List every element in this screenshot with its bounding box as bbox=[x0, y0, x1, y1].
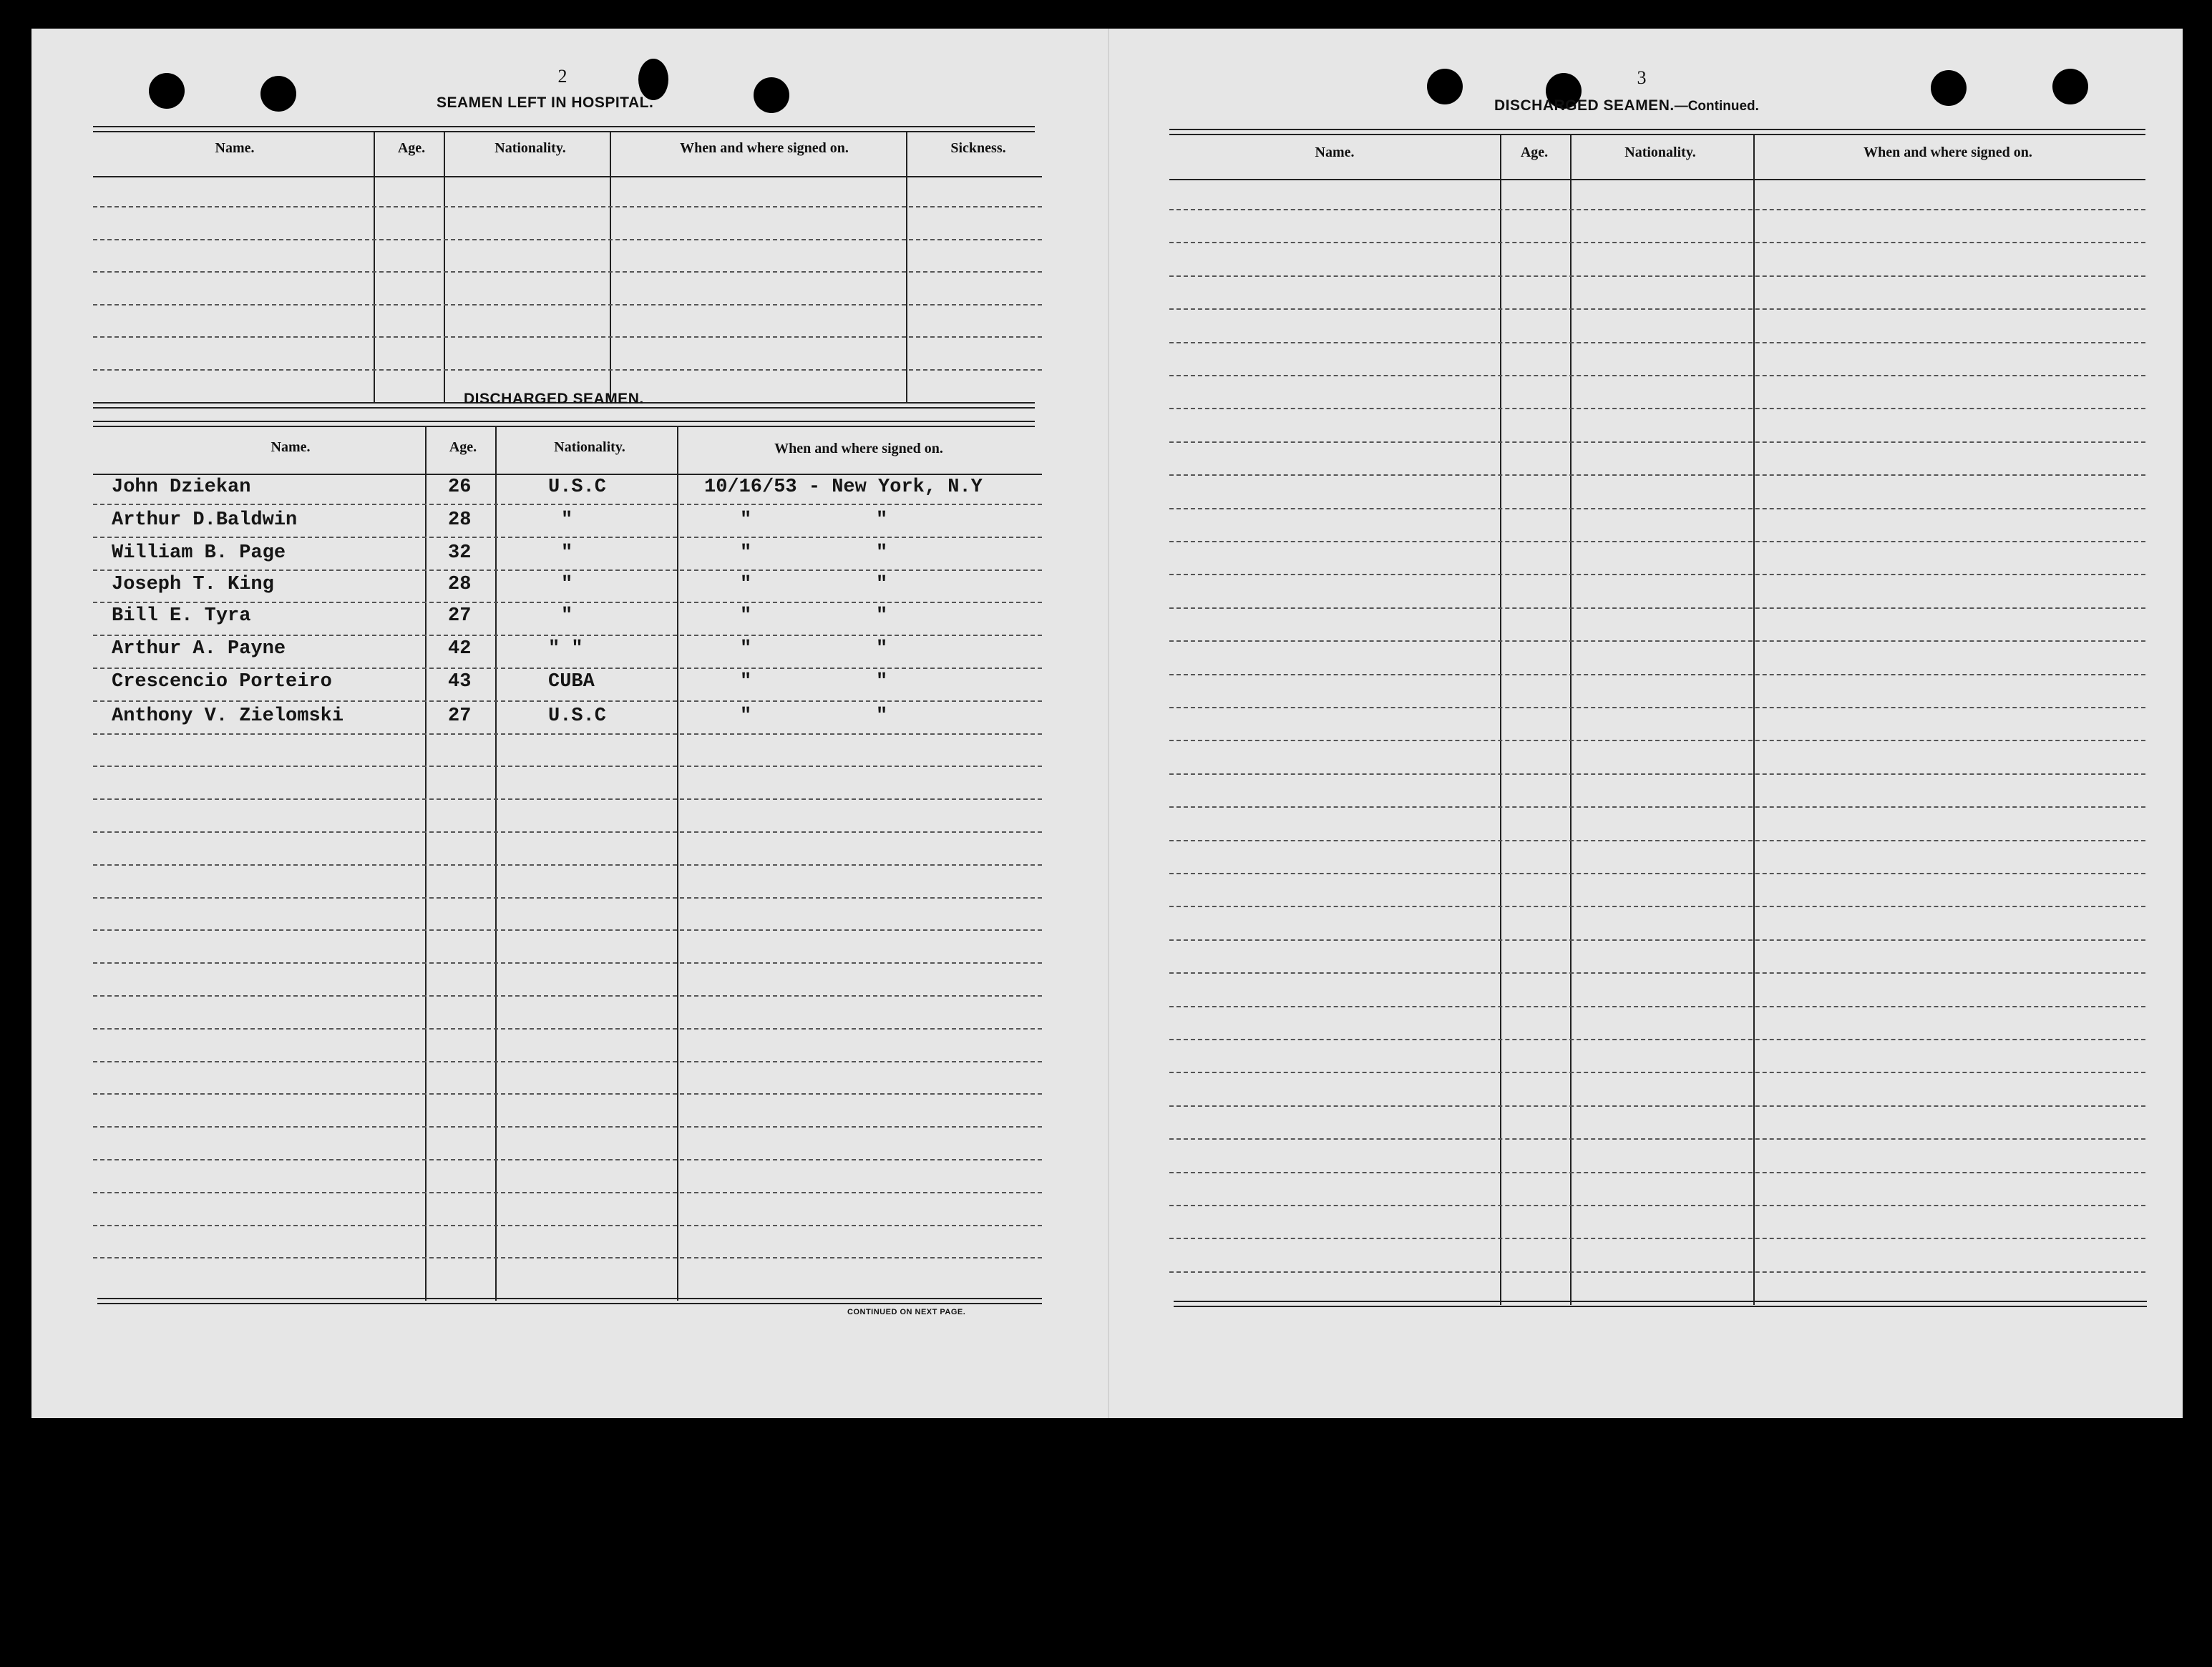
seaman-age: 27 bbox=[448, 605, 472, 627]
right-col-name: Name. bbox=[1315, 145, 1355, 160]
page-number-left: 2 bbox=[557, 66, 567, 87]
ruled-line bbox=[93, 668, 1042, 669]
ruled-line bbox=[1169, 1039, 2145, 1040]
seaman-signed-on: 10/16/53 - New York, N.Y bbox=[704, 476, 983, 498]
seaman-signed-on-place: " bbox=[876, 542, 888, 564]
seaman-name: John Dziekan bbox=[112, 476, 251, 498]
seaman-age: 43 bbox=[448, 671, 472, 693]
ruled-line bbox=[1169, 1238, 2145, 1239]
hospital-col-age: Age. bbox=[397, 140, 426, 156]
seaman-signed-on: " bbox=[740, 542, 752, 564]
ruled-line bbox=[93, 897, 1042, 899]
ruled-line bbox=[93, 700, 1042, 702]
seaman-name: Bill E. Tyra bbox=[112, 605, 251, 627]
discharged-section-title: DISCHARGED SEAMEN. bbox=[464, 391, 644, 407]
seaman-age: 28 bbox=[448, 574, 472, 595]
hospital-header-rule bbox=[93, 176, 1042, 177]
ruled-line bbox=[93, 929, 1042, 931]
ruled-line bbox=[1169, 972, 2145, 974]
ruled-line bbox=[93, 206, 1042, 207]
seaman-nationality: U.S.C bbox=[548, 476, 607, 498]
ruled-line bbox=[93, 504, 1042, 505]
page-fold bbox=[1108, 29, 1109, 1418]
seaman-name: Arthur D.Baldwin bbox=[112, 509, 298, 531]
ruled-line bbox=[1169, 508, 2145, 509]
ruled-line bbox=[1169, 773, 2145, 775]
hospital-col-name: Name. bbox=[215, 140, 255, 156]
seaman-age: 27 bbox=[448, 705, 472, 727]
ruled-line bbox=[1169, 1205, 2145, 1206]
right-col-nationality: Nationality. bbox=[1624, 145, 1696, 160]
seaman-age: 32 bbox=[448, 542, 472, 564]
seaman-nationality: CUBA bbox=[548, 671, 595, 693]
page-number-right: 3 bbox=[1637, 67, 1647, 88]
ruled-line bbox=[93, 1159, 1042, 1160]
discharged-cont-title-main: DISCHARGED SEAMEN. bbox=[1494, 97, 1675, 114]
seaman-name: William B. Page bbox=[112, 542, 286, 564]
ruled-line bbox=[1169, 1105, 2145, 1107]
punch-hole bbox=[2052, 69, 2088, 104]
ruled-line bbox=[93, 1126, 1042, 1128]
ruled-line bbox=[93, 336, 1042, 338]
ruled-line bbox=[93, 569, 1042, 571]
seaman-signed-on: " bbox=[740, 605, 752, 627]
seaman-age: 26 bbox=[448, 476, 472, 498]
ruled-line bbox=[1169, 707, 2145, 708]
discharged-col-signed-on: When and where signed on. bbox=[774, 441, 943, 456]
discharged-header-rule bbox=[93, 474, 1042, 475]
ruled-line bbox=[1169, 806, 2145, 808]
ruled-line bbox=[1169, 242, 2145, 243]
ruled-line bbox=[1169, 1172, 2145, 1173]
ruled-line bbox=[1169, 408, 2145, 409]
seaman-nationality: " bbox=[561, 574, 573, 595]
seaman-nationality: " bbox=[561, 605, 573, 627]
ruled-line bbox=[93, 1257, 1042, 1258]
ruled-line bbox=[93, 995, 1042, 997]
ruled-line bbox=[93, 962, 1042, 964]
seaman-signed-on-place: " bbox=[876, 574, 888, 595]
seaman-nationality: " bbox=[561, 509, 573, 531]
ruled-line bbox=[93, 304, 1042, 305]
seaman-signed-on-place: " bbox=[876, 509, 888, 531]
hospital-col-divider bbox=[906, 132, 907, 404]
ruled-line bbox=[93, 1225, 1042, 1226]
seaman-age: 28 bbox=[448, 509, 472, 531]
hospital-col-sickness: Sickness. bbox=[950, 140, 1006, 156]
hospital-top-rule bbox=[93, 126, 1035, 132]
punch-hole bbox=[149, 73, 185, 109]
seaman-signed-on: " bbox=[740, 574, 752, 595]
hospital-col-divider bbox=[374, 132, 375, 404]
ruled-line bbox=[1169, 1072, 2145, 1073]
seaman-signed-on: " bbox=[740, 705, 752, 727]
discharged-col-nationality: Nationality. bbox=[554, 439, 625, 455]
discharged-cont-title bbox=[1494, 97, 1759, 114]
ruled-line bbox=[93, 864, 1042, 866]
ruled-line bbox=[1169, 740, 2145, 741]
seaman-nationality: U.S.C bbox=[548, 705, 607, 727]
ruled-line bbox=[93, 1093, 1042, 1095]
seaman-signed-on-place: " bbox=[876, 638, 888, 660]
seaman-signed-on-place: " bbox=[876, 671, 888, 693]
seaman-name: Arthur A. Payne bbox=[112, 638, 286, 660]
ruled-line bbox=[1169, 209, 2145, 210]
document-sheet bbox=[31, 29, 2183, 1418]
seaman-nationality: " " bbox=[548, 638, 583, 660]
ruled-line bbox=[1169, 474, 2145, 476]
punch-hole bbox=[1427, 69, 1463, 104]
seaman-signed-on-place: " bbox=[876, 705, 888, 727]
hospital-col-divider bbox=[610, 132, 611, 404]
ruled-line bbox=[93, 635, 1042, 636]
discharged-col-age: Age. bbox=[449, 439, 477, 455]
ruled-line bbox=[93, 1192, 1042, 1193]
ruled-line bbox=[1169, 1006, 2145, 1007]
right-col-divider bbox=[1753, 135, 1755, 1305]
seaman-signed-on: " bbox=[740, 509, 752, 531]
discharged-col-name: Name. bbox=[271, 439, 311, 455]
ruled-line bbox=[1169, 441, 2145, 443]
seaman-nationality: " bbox=[561, 542, 573, 564]
ruled-line bbox=[1169, 275, 2145, 277]
discharged-cont-title-suffix: —Continued. bbox=[1674, 99, 1759, 114]
discharged-top-rule bbox=[93, 421, 1035, 427]
seaman-signed-on: " bbox=[740, 638, 752, 660]
right-col-divider bbox=[1570, 135, 1572, 1305]
ruled-line bbox=[93, 369, 1042, 371]
ruled-line bbox=[93, 798, 1042, 800]
ruled-line bbox=[93, 1028, 1042, 1030]
ruled-line bbox=[1169, 375, 2145, 376]
ruled-line bbox=[1169, 574, 2145, 575]
ruled-line bbox=[93, 831, 1042, 833]
seaman-name: Anthony V. Zielomski bbox=[112, 705, 344, 727]
ruled-line bbox=[1169, 840, 2145, 841]
ruled-line bbox=[93, 602, 1042, 603]
seaman-name: Crescencio Porteiro bbox=[112, 671, 332, 693]
right-top-rule bbox=[1169, 129, 2145, 135]
ruled-line bbox=[1169, 939, 2145, 941]
ruled-line bbox=[93, 733, 1042, 735]
right-bottom-rule bbox=[1174, 1301, 2147, 1307]
ruled-line bbox=[1169, 906, 2145, 907]
ruled-line bbox=[93, 766, 1042, 767]
discharged-bottom-rule bbox=[97, 1298, 1042, 1304]
ruled-line bbox=[1169, 873, 2145, 874]
hospital-col-nationality: Nationality. bbox=[494, 140, 566, 156]
seaman-age: 42 bbox=[448, 638, 472, 660]
punch-hole bbox=[260, 76, 296, 112]
ruled-line bbox=[1169, 541, 2145, 542]
ruled-line bbox=[93, 271, 1042, 273]
ruled-line bbox=[93, 239, 1042, 240]
ruled-line bbox=[1169, 308, 2145, 310]
ruled-line bbox=[1169, 674, 2145, 675]
right-header-rule bbox=[1169, 179, 2145, 180]
hospital-col-divider bbox=[444, 132, 445, 404]
continued-note: CONTINUED ON NEXT PAGE. bbox=[847, 1308, 966, 1316]
hospital-col-signed-on: When and where signed on. bbox=[680, 140, 849, 156]
ruled-line bbox=[1169, 607, 2145, 609]
ruled-line bbox=[1169, 342, 2145, 343]
right-col-signed-on: When and where signed on. bbox=[1863, 145, 2032, 160]
seaman-signed-on-place: " bbox=[876, 605, 888, 627]
ruled-line bbox=[1169, 1138, 2145, 1140]
seaman-signed-on: " bbox=[740, 671, 752, 693]
seaman-name: Joseph T. King bbox=[112, 574, 274, 595]
ruled-line bbox=[93, 537, 1042, 538]
punch-hole bbox=[1931, 70, 1967, 106]
right-col-age: Age. bbox=[1520, 145, 1549, 160]
ruled-line bbox=[1169, 1271, 2145, 1273]
right-col-divider bbox=[1500, 135, 1501, 1305]
punch-hole bbox=[754, 77, 789, 113]
ruled-line bbox=[1169, 640, 2145, 642]
hospital-section-title: SEAMEN LEFT IN HOSPITAL. bbox=[437, 94, 654, 111]
ruled-line bbox=[93, 1061, 1042, 1062]
